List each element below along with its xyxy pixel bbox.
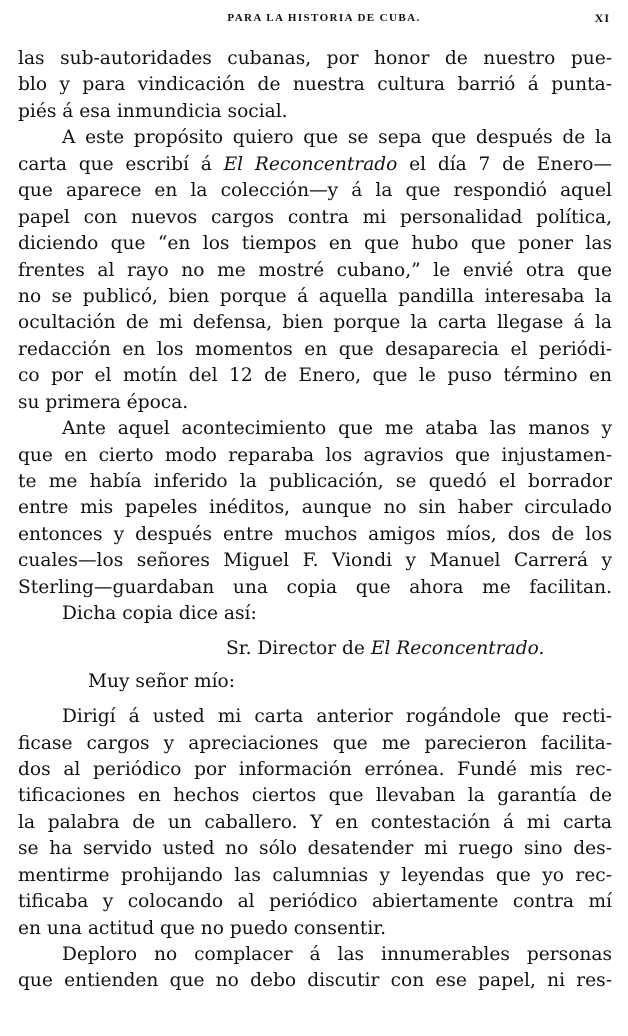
text-line: ficase cargos y apreciaciones que me parecieron facilita- [18,732,612,754]
text-line: que aparece en la colección—y á la que respondió aquel [18,180,612,202]
paragraph-letter-deploro [18,942,612,995]
text-line: te me había inferido la publicación, se quedó el borrador [18,471,612,492]
text-line: cuales—los señores Miguel F. Viondi y Manuel Carrerá y [18,550,612,572]
text-line: su primera época. [18,391,189,413]
page-number: XI [594,11,610,25]
text-line: la palabra de un caballero. Y en contestación á mi carta [18,811,612,833]
text-line: blo y para vindicación de nuestra cultura barrió á punta- [18,74,612,96]
text-line: Deploro no complacer á las innumerables personas [62,944,612,965]
text-line: ocultación de mi defensa, bien porque la carta llegase á la [18,312,612,334]
text-line: en una actitud que no puedo consentir. [18,917,387,939]
paragraph-reconcentrado-letter [18,125,612,416]
text-line: tificaciones en hechos ciertos que llevaban la garantía de [18,785,612,807]
text-line: redacción en los momentos en que desaparecia el periódi- [18,338,612,360]
running-header [0,8,628,28]
text-run: Sr. Director de [226,637,371,659]
text-line [18,152,612,178]
text-line: que en cierto modo reparaba los agravios que injustamen- [18,444,612,466]
text-line: que entienden que no debo discutir con ese papel, ni res- [18,970,612,992]
text-line: A este propósito quiero que se sepa que después de la [62,127,612,149]
body-text [18,46,612,995]
newspaper-title: El Reconcentrado. [370,637,545,659]
text-line: entre mis papeles inéditos, aunque no sin haber circulado [18,497,612,519]
letter-address [18,633,612,669]
text-line: mentirme prohijando las calumnias y leyendas que yo rec- [18,864,612,886]
letter-addressee [18,633,612,669]
text-line: co por el motín del 12 de Enero, que le puso término en [18,365,612,387]
text-run: el día 7 de Enero— [397,153,612,175]
paragraph-letter-body [18,704,612,942]
text-line: Dicha copia dice así: [62,603,257,625]
paragraph-draft-copy [18,416,612,601]
text-line: frentes al rayo no me mostré cubano,” le envié otra que [18,259,612,281]
text-line: se ha servido usted no sólo desatender mi ruego sino des- [18,838,612,860]
text-line: entonces y después entre muchos amigos míos, dos de los [18,523,612,545]
paragraph-continuation [18,46,612,125]
text-run: carta que escribí á [18,153,224,175]
paragraph-copy-intro [18,601,612,627]
text-line: Sterling—guardaban una copia que ahora me facilitan. [18,576,612,598]
salutation-line: Muy señor mío: [88,670,235,692]
text-line: piés á esa inmundicia social. [18,100,288,122]
running-title: PARA LA HISTORIA DE CUBA. [227,12,421,24]
text-line: tificaba y colocando al periódico abiertamente contra mí [18,891,612,913]
letter-salutation [18,669,612,695]
text-line: Dirigí á usted mi carta anterior rogándole que recti- [62,706,612,728]
text-line: no se publicó, bien porque á aquella pandilla interesaba la [18,285,612,307]
text-line: Ante aquel acontecimiento que me ataba las manos y [62,418,612,440]
text-line: dos al periódico por información errónea. Fundé mis rec- [18,758,612,780]
newspaper-title: El Reconcentrado [223,153,398,175]
text-line: las sub-autoridades cubanas, por honor de nuestro pue- [18,48,612,69]
text-line: diciendo que “en los tiempos en que hubo que poner las [18,233,612,255]
text-line: papel con nuevos cargos contra mi personalidad política, [18,206,612,228]
